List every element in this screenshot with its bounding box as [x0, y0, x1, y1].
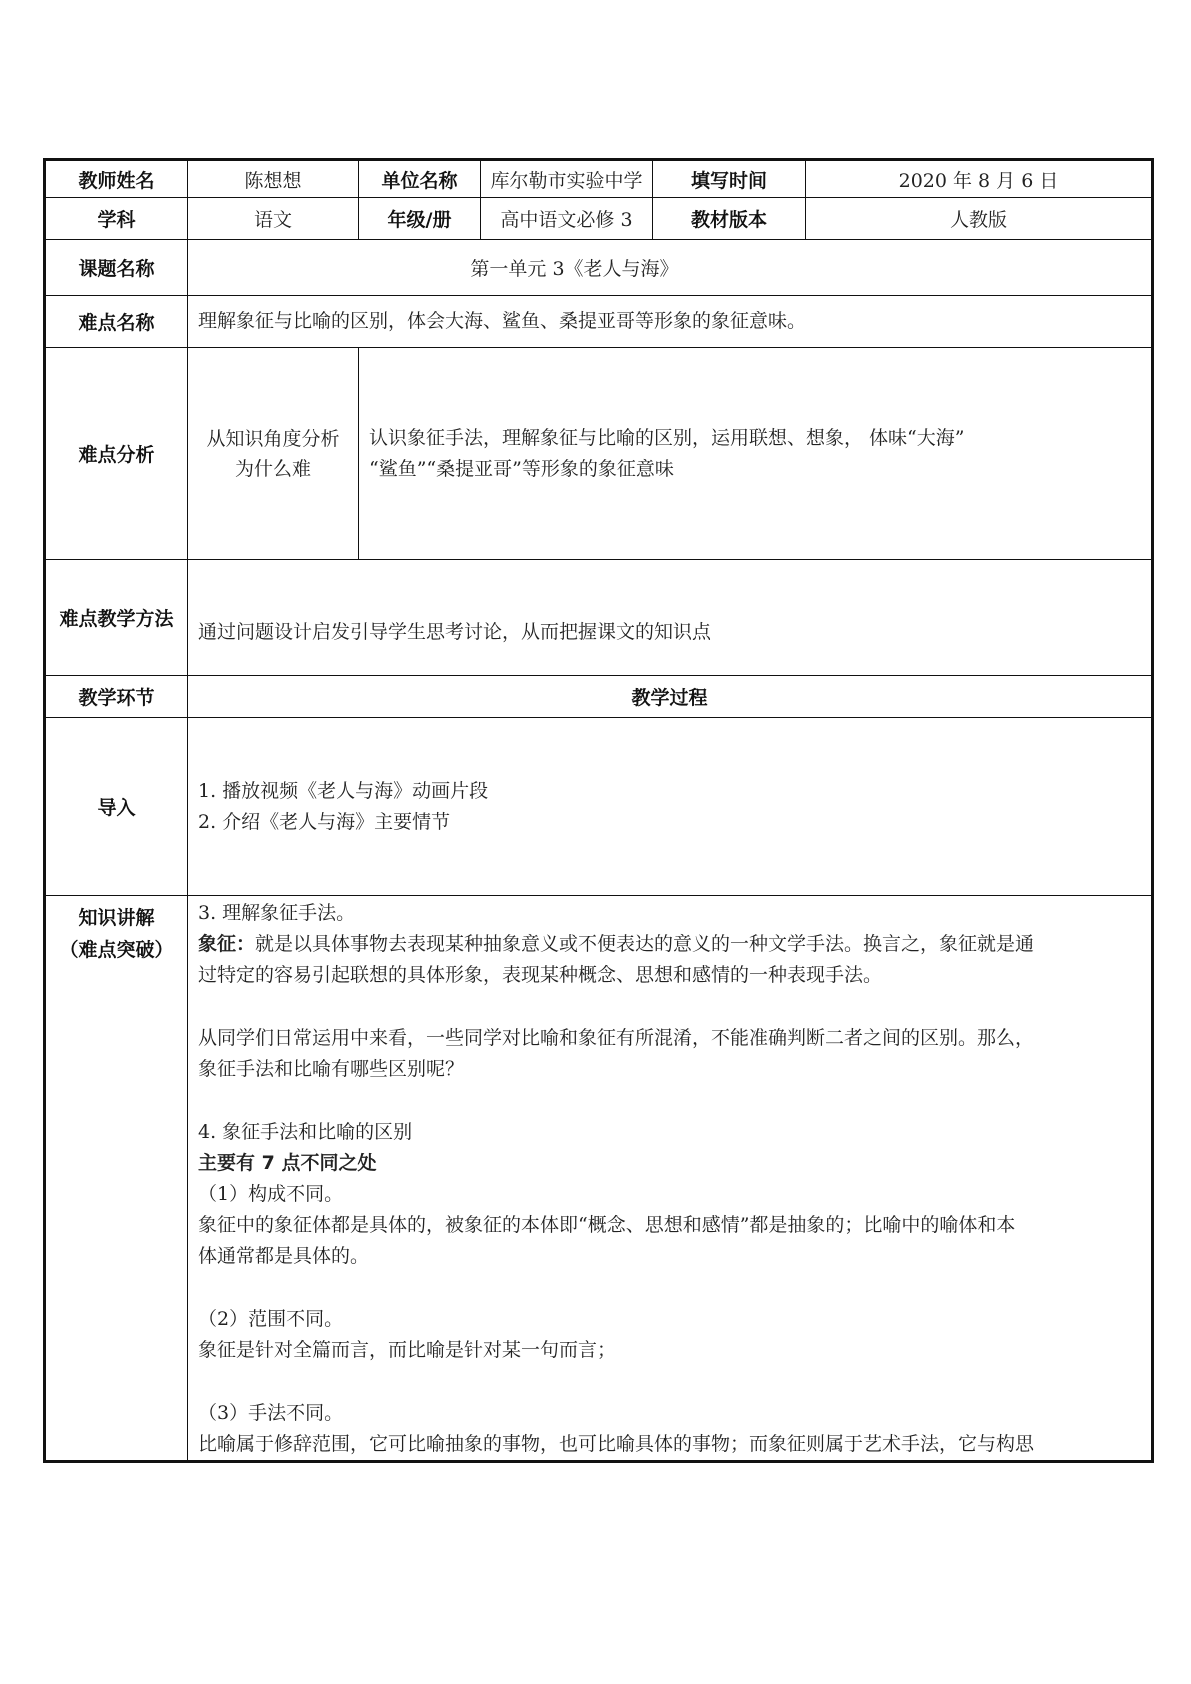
- difference-1-title: （1）构成不同。: [198, 1183, 344, 1205]
- difficulty-label: 难点名称: [45, 296, 188, 348]
- intro-content: [188, 718, 1153, 896]
- knowledge-p2-line2: 象征手法和比喻有哪些区别呢？: [198, 1058, 465, 1080]
- header-row-1: [45, 160, 1153, 198]
- knowledge-p4: 主要有 7 点不同之处: [198, 1152, 377, 1174]
- difference-3-title: （3）手法不同。: [198, 1402, 344, 1424]
- intro-item-2: 2. 介绍《老人与海》主要情节: [198, 810, 451, 833]
- difficulty-value: 理解象征与比喻的区别，体会大海、鲨鱼、桑提亚哥等形象的象征意味。: [188, 296, 1153, 348]
- grade-value: 高中语文必修 3: [481, 198, 653, 240]
- difference-3-line1: 比喻属于修辞范围，它可比喻抽象的事物，也可比喻具体的事物；而象征则属于艺术手法，它与构思: [198, 1433, 1035, 1455]
- analysis-sub-label-line1: 从知识角度分析: [206, 427, 340, 450]
- spacer: [198, 1085, 1141, 1117]
- knowledge-definition-line1: [198, 929, 1141, 960]
- definition-text: 就是以具体事物去表现某种抽象意义或不便表达的意义的一种文学手法。换言之，象征就是通: [255, 933, 1035, 955]
- teacher-name-value: 陈想想: [188, 160, 359, 198]
- method-label: 难点教学方法: [45, 560, 188, 676]
- difference-1-line1: 象征中的象征体都是具体的，被象征的本体即“概念、思想和感情”都是抽象的；比喻中的喻体和本: [198, 1214, 1016, 1236]
- knowledge-definition-line2: 过特定的容易引起联想的具体形象，表现某种概念、思想和感情的一种表现手法。: [198, 964, 883, 986]
- knowledge-label-line1: 知识讲解: [78, 907, 155, 929]
- topic-row: [45, 240, 1153, 296]
- analysis-line2: “鲨鱼”“桑提亚哥”等形象的象征意味: [369, 457, 674, 480]
- intro-item-1: 1. 播放视频《老人与海》动画片段: [198, 779, 489, 802]
- process-step-label: 教学环节: [45, 676, 188, 718]
- process-label: 教学过程: [188, 676, 1153, 718]
- subject-label: 学科: [45, 198, 188, 240]
- difficulty-row: [45, 296, 1153, 348]
- topic-label: 课题名称: [45, 240, 188, 296]
- fill-date-value: 2020 年 8 月 6 日: [806, 160, 1153, 198]
- process-header-row: [45, 676, 1153, 718]
- analysis-label: 难点分析: [45, 348, 188, 560]
- definition-term: 象征：: [198, 933, 256, 955]
- subject-value: 语文: [188, 198, 359, 240]
- difference-2-line1: 象征是针对全篇而言，而比喻是针对某一句而言；: [198, 1339, 617, 1361]
- knowledge-p3: 4. 象征手法和比喻的区别: [198, 1121, 413, 1143]
- knowledge-content: [188, 896, 1153, 1462]
- intro-row: [45, 718, 1153, 896]
- knowledge-p2-line1: 从同学们日常运用中来看，一些同学对比喻和象征有所混淆，不能准确判断二者之间的区别。那么，: [198, 1027, 1035, 1049]
- spacer: [198, 991, 1141, 1023]
- header-row-2: [45, 198, 1153, 240]
- knowledge-label: [45, 896, 188, 1462]
- fill-date-label: 填写时间: [653, 160, 806, 198]
- knowledge-label-line2: （难点突破）: [59, 939, 174, 961]
- intro-label: 导入: [45, 718, 188, 896]
- method-value: 通过问题设计启发引导学生思考讨论，从而把握课文的知识点: [188, 560, 1153, 676]
- unit-name-label: 单位名称: [359, 160, 481, 198]
- knowledge-p1: 3. 理解象征手法。: [198, 902, 356, 924]
- analysis-row: [45, 348, 1153, 560]
- lesson-plan-table: [43, 158, 1154, 1463]
- analysis-sub-label: [188, 348, 359, 560]
- difference-1-line2: 体通常都是具体的。: [198, 1245, 370, 1267]
- analysis-sub-label-line2: 为什么难: [234, 457, 311, 480]
- spacer: [198, 1366, 1141, 1398]
- difference-2-title: （2）范围不同。: [198, 1308, 344, 1330]
- grade-label: 年级/册: [359, 198, 481, 240]
- teacher-name-label: 教师姓名: [45, 160, 188, 198]
- edition-label: 教材版本: [653, 198, 806, 240]
- analysis-content: [359, 348, 1153, 560]
- method-row: [45, 560, 1153, 676]
- topic-value: 第一单元 3《老人与海》: [188, 240, 1153, 296]
- unit-name-value: 库尔勒市实验中学: [481, 160, 653, 198]
- knowledge-row: [45, 896, 1153, 1462]
- edition-value: 人教版: [806, 198, 1153, 240]
- spacer: [198, 1272, 1141, 1304]
- analysis-line1: 认识象征手法，理解象征与比喻的区别，运用联想、想象， 体味“大海”: [369, 426, 965, 449]
